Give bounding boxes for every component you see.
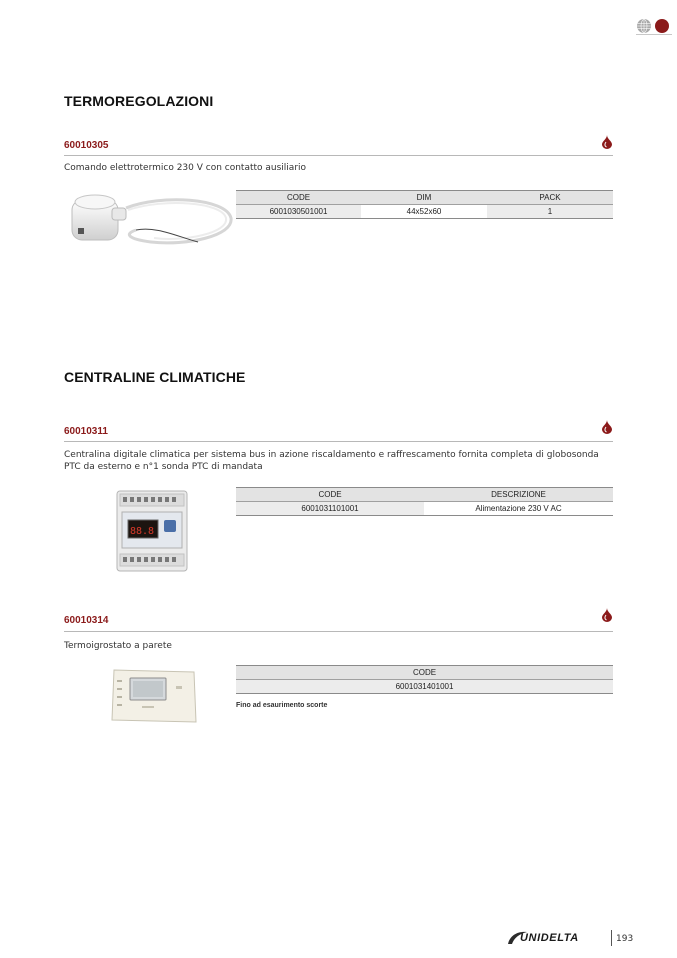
column-header: CODE [236,666,613,680]
column-header: DESCRIZIONE [424,488,613,502]
header-rule [636,34,672,35]
table-row [236,502,613,516]
section-title-centraline-climatiche: CENTRALINE CLIMATICHE [64,369,246,385]
product-table [236,190,613,219]
product-description: Centralina digitale climatica per sistema bus in azione riscaldamento e raffrescamento fornita completa di globosonda PTC da esterno e n°1 sonda PTC di mandata [64,450,599,472]
table-cell: 1 [487,205,613,219]
product-description: Comando elettrotermico 230 V con contatto ausiliario [64,163,307,173]
drop-icon [602,135,612,149]
product-code: 60010311 [64,426,108,437]
stock-note: Fino ad esaurimento scorte [236,702,328,709]
column-header: CODE [236,488,424,502]
brand-logo: UNIDELTA [520,932,579,944]
actuator-image [66,186,236,256]
drop-icon [602,608,612,622]
column-header: DIM [361,191,487,205]
table-cell: 6001031401001 [236,680,613,694]
column-header: PACK [487,191,613,205]
product-table [236,487,613,516]
thermostat-image [108,666,200,726]
table-cell: 6001030501001 [236,205,361,219]
product-divider [64,155,613,156]
globe-icon [637,19,651,33]
page-number: 193 [616,934,634,944]
product-divider [64,441,613,442]
product-table [236,665,613,694]
table-cell: Alimentazione 230 V AC [424,502,613,516]
svg-text:88.8: 88.8 [130,526,155,537]
product-code: 60010314 [64,615,109,626]
product-description: Termoigrostato a parete [64,641,172,651]
table-header-row [236,191,613,205]
table-header-row [236,666,613,680]
table-row [236,205,613,219]
product-divider [64,631,613,632]
section-title-termoregolazioni: TERMOREGOLAZIONI [64,93,214,109]
drop-icon [602,420,612,434]
flame-icon [655,19,669,33]
column-header: CODE [236,191,361,205]
footer-separator [611,930,612,946]
header-icons [636,18,672,36]
table-header-row [236,488,613,502]
table-cell: 6001031101001 [236,502,424,516]
controller-image [116,490,188,572]
product-code: 60010305 [64,140,109,151]
table-cell: 44x52x60 [361,205,487,219]
table-row [236,680,613,694]
